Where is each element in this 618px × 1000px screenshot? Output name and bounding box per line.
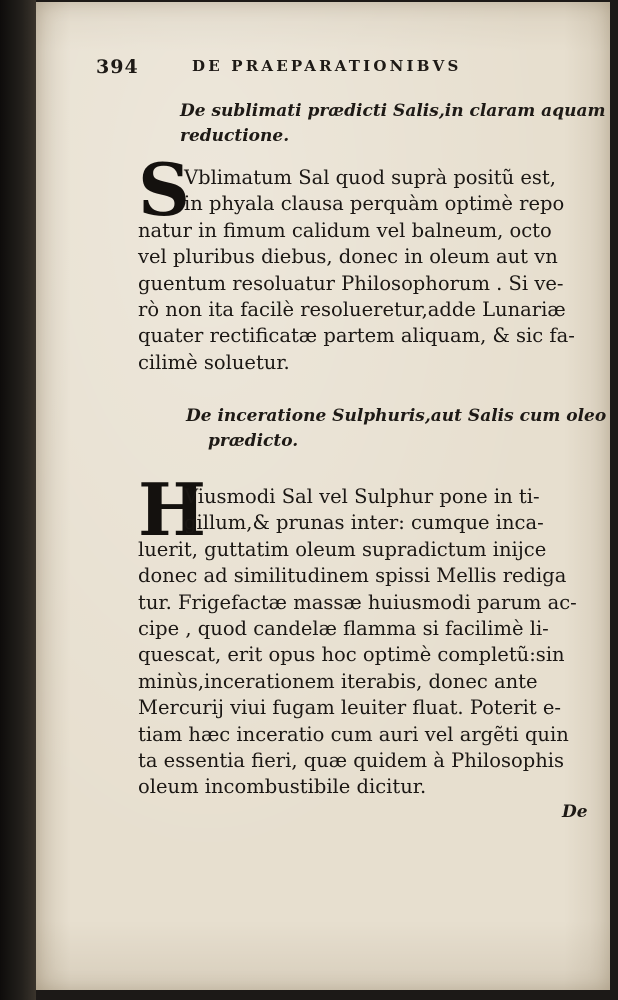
running-head: DE PRAEPARATIONIBVS [192, 57, 462, 75]
text-line: luerit, guttatim oleum supradictum inijce [138, 537, 547, 561]
text-line: ta essentia fieri, quæ quidem à Philosophis [138, 748, 565, 772]
drop-capital: H [138, 467, 207, 552]
text-line: tur. Frigefactæ massæ huiusmodi parum ac- [138, 590, 577, 614]
text-line: cipe , quod candelæ flamma si facilimè li- [138, 616, 549, 640]
heading-line: De inceratione Sulphuris,aut Salis cum oleo [186, 406, 607, 426]
text-line: tiam hæc inceratio cum auri vel argẽti quin [138, 722, 569, 746]
text-line: in phyala clausa perquàm optimè repo [184, 192, 565, 216]
section-heading-inceration [186, 404, 606, 454]
text-line: Mercurij viui fugam leuiter fluat. Poterit e- [138, 696, 561, 720]
heading-line: reductione. [180, 126, 290, 146]
text-line: gillum,& prunas inter: cumque inca- [184, 511, 544, 535]
page-number: 394 [96, 56, 139, 78]
text-line: Vblimatum Sal quod suprà positũ est, [184, 166, 556, 189]
catchword: De [562, 802, 588, 822]
text-line: donec ad similitudinem spissi Mellis rediga [138, 564, 567, 588]
paragraph-inceration [138, 484, 588, 801]
book-spine-shadow [0, 0, 36, 1000]
text-line: Viusmodi Sal vel Sulphur pone in ti- [184, 485, 540, 508]
text-line: quescat, erit opus hoc optimè completũ:sin [138, 643, 565, 667]
text-line: quater rectificatæ partem aliquam, & sic fa- [138, 324, 575, 348]
text-line: minùs,incerationem iterabis, donec ante [138, 669, 538, 693]
paragraph-sublimation [138, 165, 588, 376]
text-line: natur in fimum calidum vel balneum, octo [138, 218, 552, 242]
text-line: rò non ita facilè resolueretur,adde Lunariæ [138, 297, 566, 321]
text-line: guentum resoluatur Philosophorum . Si ve- [138, 271, 564, 295]
heading-line: De sublimati prædicti Salis,in claram aquam [180, 101, 606, 121]
text-line: vel pluribus diebus, donec in oleum aut vn [138, 245, 558, 269]
text-line: cilimè soluetur. [138, 350, 290, 374]
text-line: oleum incombustibile dicitur. [138, 775, 427, 799]
heading-line: prædicto. [208, 431, 299, 451]
drop-capital: S [138, 147, 190, 232]
section-heading-sublimation [180, 99, 605, 149]
page-header [96, 56, 516, 78]
